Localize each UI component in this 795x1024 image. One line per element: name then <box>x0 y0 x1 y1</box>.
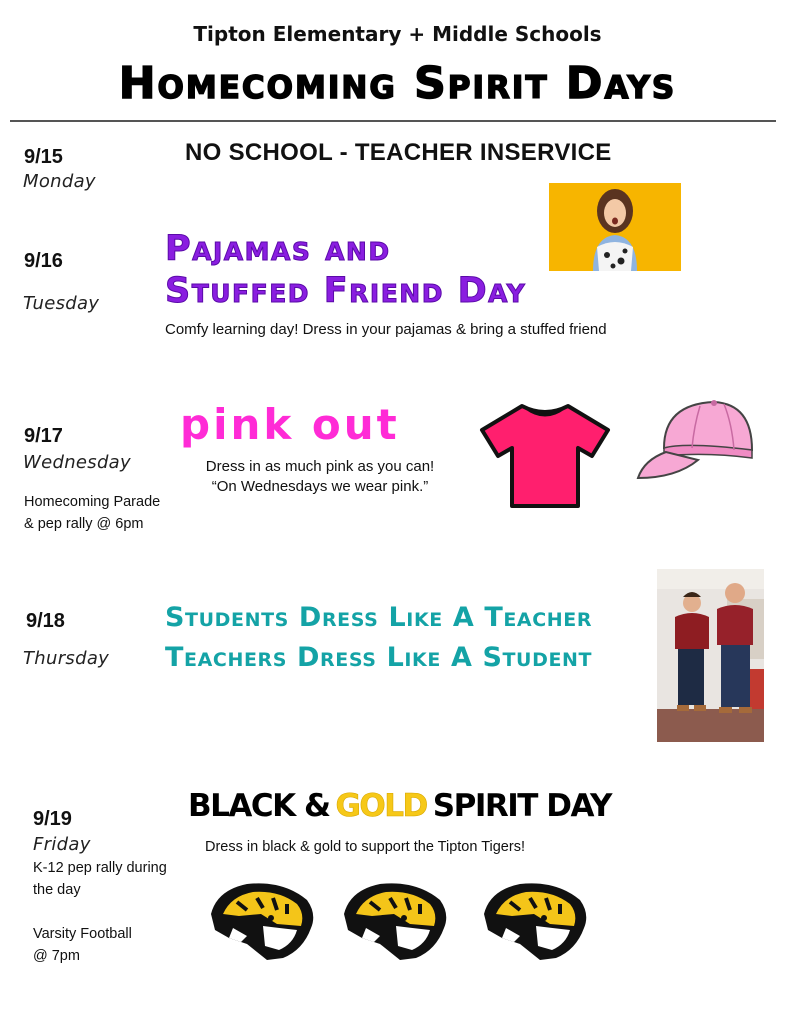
black-gold-description: Dress in black & gold to support the Tipton Tigers! <box>205 839 525 855</box>
weekday-tuesday: Tuesday <box>23 293 100 314</box>
friday-note-line2: the day <box>33 882 81 898</box>
school-name: Tipton Elementary + Middle Schools <box>193 22 602 46</box>
page-title: Homecoming Spirit Days <box>118 58 677 109</box>
black-gold-title-part3: SPIRIT DAY <box>432 788 611 824</box>
tiger-head-icon <box>480 880 590 962</box>
pajamas-title-line2: Stuffed Friend Day <box>165 271 527 311</box>
weekday-thursday: Thursday <box>23 648 110 669</box>
pink-description-line2: “On Wednesdays we wear pink.” <box>211 478 429 495</box>
friday-note-line1: K-12 pep rally during <box>33 860 167 876</box>
pajamas-day-title <box>165 228 526 312</box>
pajamas-title-line1: Pajamas and <box>165 229 391 269</box>
pink-tshirt-icon <box>478 402 612 510</box>
pajamas-description: Comfy learning day! Dress in your pajamas & bring a stuffed friend <box>165 321 607 338</box>
wednesday-notes <box>24 491 160 535</box>
pink-description-line1: Dress in as much pink as you can! <box>205 458 435 475</box>
date-monday: 9/15 <box>24 146 63 168</box>
date-thursday: 9/18 <box>26 610 65 632</box>
tiger-head-icon <box>207 880 317 962</box>
date-friday: 9/19 <box>33 808 72 830</box>
weekday-monday: Monday <box>23 171 96 192</box>
friday-note-line4: @ 7pm <box>33 948 80 964</box>
date-wednesday: 9/17 <box>24 425 63 447</box>
no-school-title: NO SCHOOL - TEACHER INSERVICE <box>185 139 612 166</box>
header-divider <box>10 120 776 122</box>
pink-out-description <box>170 457 470 497</box>
dress-swap-line1: Students Dress Like A Teacher <box>165 602 593 633</box>
date-tuesday: 9/16 <box>24 250 63 272</box>
weekday-friday: Friday <box>33 834 91 855</box>
black-gold-title-part1: BLACK & <box>188 788 330 824</box>
friday-note-line3: Varsity Football <box>33 926 132 942</box>
friday-notes <box>33 857 167 967</box>
girl-with-stuffed-dog-photo <box>549 183 681 271</box>
pink-cap-icon <box>636 398 758 482</box>
tiger-head-icon <box>340 880 450 962</box>
dress-swap-line2: Teachers Dress Like A Student <box>165 642 593 673</box>
teacher-student-photo <box>657 569 764 742</box>
wednesday-note-line2: & pep rally @ 6pm <box>24 516 144 532</box>
black-gold-title <box>188 788 611 824</box>
pink-out-title: pink out <box>180 400 400 449</box>
black-gold-title-part2: GOLD <box>335 788 427 824</box>
dress-swap-title <box>165 598 592 678</box>
wednesday-note-line1: Homecoming Parade <box>24 494 161 510</box>
weekday-wednesday: Wednesday <box>23 452 131 473</box>
